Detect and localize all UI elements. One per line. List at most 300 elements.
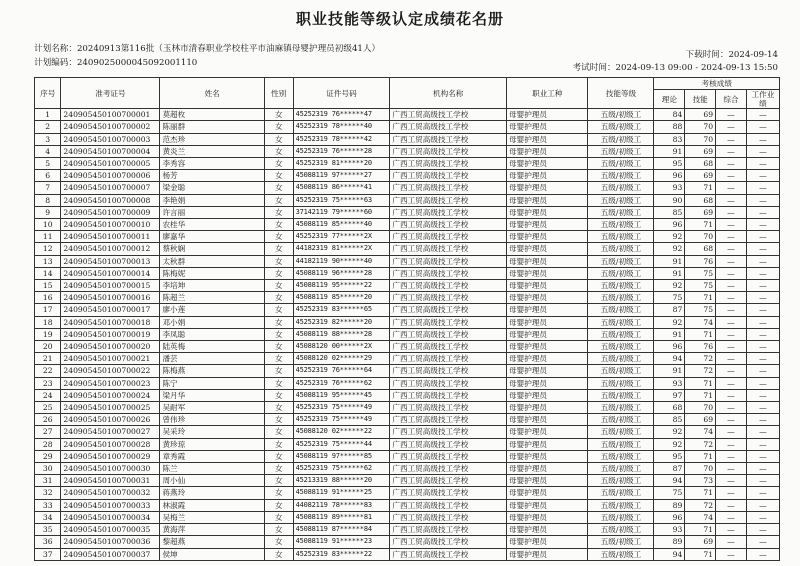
skill-score-cell: 76 — [685, 341, 716, 353]
id-number-cell: 45252319 76******28 — [293, 145, 390, 157]
name-cell: 陈超兰 — [160, 292, 265, 304]
org-cell: 广西工贸高级技工学校 — [390, 133, 507, 145]
overall-score-cell: — — [716, 548, 747, 560]
level-cell: 五级/初级工 — [588, 328, 654, 340]
skill-score-cell: 69 — [685, 145, 716, 157]
overall-score-cell: — — [716, 292, 747, 304]
skill-score-cell: 71 — [685, 548, 716, 560]
overall-score-cell: — — [716, 121, 747, 133]
org-cell: 广西工贸高级技工学校 — [390, 194, 507, 206]
ticket-cell: 240905450100700023 — [61, 377, 160, 389]
gender-cell: 女 — [264, 292, 293, 304]
overall-score-cell: — — [716, 231, 747, 243]
occupation-cell: 母婴护理员 — [507, 341, 588, 353]
overall-score-cell: — — [716, 377, 747, 389]
theory-score-cell: 89 — [654, 499, 685, 511]
seq-cell: 31 — [35, 475, 61, 487]
org-cell: 广西工贸高级技工学校 — [390, 280, 507, 292]
gender-cell: 女 — [264, 194, 293, 206]
overall-score-cell: — — [716, 524, 747, 536]
theory-score-cell: 85 — [654, 206, 685, 218]
overall-score-cell: — — [716, 365, 747, 377]
skill-score-cell: 71 — [685, 182, 716, 194]
ticket-cell: 240905450100700028 — [61, 438, 160, 450]
name-cell: 陈梅燕 — [160, 365, 265, 377]
gender-cell: 女 — [264, 158, 293, 170]
theory-score-cell: 75 — [654, 487, 685, 499]
theory-score-cell: 92 — [654, 243, 685, 255]
org-cell: 广西工贸高级技工学校 — [390, 499, 507, 511]
gender-cell: 女 — [264, 487, 293, 499]
header-overall: 综合 — [716, 90, 747, 109]
org-cell: 广西工贸高级技工学校 — [390, 463, 507, 475]
overall-score-cell: — — [716, 328, 747, 340]
table-row — [35, 450, 780, 462]
org-cell: 广西工贸高级技工学校 — [390, 145, 507, 157]
theory-score-cell: 89 — [654, 536, 685, 548]
table-row — [35, 255, 780, 267]
occupation-cell: 母婴护理员 — [507, 304, 588, 316]
occupation-cell: 母婴护理员 — [507, 365, 588, 377]
ticket-cell: 240905450100700001 — [61, 109, 160, 121]
gender-cell: 女 — [264, 121, 293, 133]
skill-score-cell: 68 — [685, 158, 716, 170]
org-cell: 广西工贸高级技工学校 — [390, 365, 507, 377]
occupation-cell: 母婴护理员 — [507, 402, 588, 414]
ticket-cell: 240905450100700009 — [61, 206, 160, 218]
table-row — [35, 389, 780, 401]
level-cell: 五级/初级工 — [588, 341, 654, 353]
occupation-cell: 母婴护理员 — [507, 292, 588, 304]
org-cell: 广西工贸高级技工学校 — [390, 255, 507, 267]
skill-score-cell: 75 — [685, 304, 716, 316]
ticket-cell: 240905450100700006 — [61, 170, 160, 182]
ticket-cell: 240905450100700012 — [61, 243, 160, 255]
level-cell: 五级/初级工 — [588, 377, 654, 389]
header-org: 机构名称 — [390, 78, 507, 109]
gender-cell: 女 — [264, 133, 293, 145]
name-cell: 潘芸 — [160, 353, 265, 365]
name-cell: 陈兰 — [160, 463, 265, 475]
name-cell: 杨芳 — [160, 170, 265, 182]
table-row — [35, 414, 780, 426]
id-number-cell: 44182119 90******40 — [293, 255, 390, 267]
seq-cell: 16 — [35, 292, 61, 304]
table-row — [35, 158, 780, 170]
gender-cell: 女 — [264, 414, 293, 426]
id-number-cell: 45252319 75******44 — [293, 438, 390, 450]
name-cell: 梁金聪 — [160, 182, 265, 194]
occupation-cell: 母婴护理员 — [507, 426, 588, 438]
gender-cell: 女 — [264, 316, 293, 328]
level-cell: 五级/初级工 — [588, 194, 654, 206]
plan-name: 计划名称：20240913第116批（玉林市清春职业学校柱平市油麻镇母婴护理员初级41人） — [34, 44, 381, 54]
name-cell: 陆英梅 — [160, 341, 265, 353]
org-cell: 广西工贸高级技工学校 — [390, 438, 507, 450]
work-score-cell: — — [746, 450, 779, 462]
skill-score-cell: 71 — [685, 328, 716, 340]
table-row — [35, 304, 780, 316]
occupation-cell: 母婴护理员 — [507, 219, 588, 231]
name-cell: 吴耐军 — [160, 402, 265, 414]
skill-score-cell: 72 — [685, 365, 716, 377]
skill-score-cell: 71 — [685, 219, 716, 231]
theory-score-cell: 92 — [654, 316, 685, 328]
org-cell: 广西工贸高级技工学校 — [390, 304, 507, 316]
seq-cell: 28 — [35, 438, 61, 450]
id-number-cell: 45252319 77******2X — [293, 231, 390, 243]
name-cell: 太秋群 — [160, 255, 265, 267]
gender-cell: 女 — [264, 280, 293, 292]
header-occupation: 职业工种 — [507, 78, 588, 109]
ticket-cell: 240905450100700037 — [61, 548, 160, 560]
overall-score-cell: — — [716, 255, 747, 267]
work-score-cell: — — [746, 536, 779, 548]
id-number-cell: 45088119 87******84 — [293, 524, 390, 536]
header-level: 技能等级 — [588, 78, 654, 109]
level-cell: 五级/初级工 — [588, 170, 654, 182]
overall-score-cell: — — [716, 280, 747, 292]
theory-score-cell: 94 — [654, 353, 685, 365]
work-score-cell: — — [746, 328, 779, 340]
org-cell: 广西工贸高级技工学校 — [390, 389, 507, 401]
work-score-cell: — — [746, 206, 779, 218]
org-cell: 广西工贸高级技工学校 — [390, 377, 507, 389]
ticket-cell: 240905450100700033 — [61, 499, 160, 511]
level-cell: 五级/初级工 — [588, 133, 654, 145]
ticket-cell: 240905450100700036 — [61, 536, 160, 548]
name-cell: 吴采玲 — [160, 426, 265, 438]
theory-score-cell: 68 — [654, 402, 685, 414]
skill-score-cell: 69 — [685, 414, 716, 426]
id-number-cell: 45252319 81******20 — [293, 158, 390, 170]
theory-score-cell: 87 — [654, 463, 685, 475]
theory-score-cell: 87 — [654, 304, 685, 316]
gender-cell: 女 — [264, 377, 293, 389]
ticket-cell: 240905450100700025 — [61, 402, 160, 414]
name-cell: 农桂华 — [160, 219, 265, 231]
level-cell: 五级/初级工 — [588, 243, 654, 255]
name-cell: 吴梅兰 — [160, 511, 265, 523]
org-cell: 广西工贸高级技工学校 — [390, 353, 507, 365]
org-cell: 广西工贸高级技工学校 — [390, 426, 507, 438]
ticket-cell: 240905450100700003 — [61, 133, 160, 145]
ticket-cell: 240905450100700011 — [61, 231, 160, 243]
level-cell: 五级/初级工 — [588, 438, 654, 450]
theory-score-cell: 95 — [654, 158, 685, 170]
occupation-cell: 母婴护理员 — [507, 109, 588, 121]
seq-cell: 6 — [35, 170, 61, 182]
seq-cell: 27 — [35, 426, 61, 438]
occupation-cell: 母婴护理员 — [507, 414, 588, 426]
work-score-cell: — — [746, 402, 779, 414]
level-cell: 五级/初级工 — [588, 316, 654, 328]
table-row — [35, 121, 780, 133]
id-number-cell: 45088120 02******29 — [293, 353, 390, 365]
id-number-cell: 45088119 85******40 — [293, 219, 390, 231]
occupation-cell: 母婴护理员 — [507, 145, 588, 157]
skill-score-cell: 68 — [685, 194, 716, 206]
skill-score-cell: 75 — [685, 280, 716, 292]
gender-cell: 女 — [264, 170, 293, 182]
ticket-cell: 240905450100700030 — [61, 463, 160, 475]
seq-cell: 12 — [35, 243, 61, 255]
gender-cell: 女 — [264, 536, 293, 548]
occupation-cell: 母婴护理员 — [507, 487, 588, 499]
gender-cell: 女 — [264, 341, 293, 353]
name-cell: 邓小娟 — [160, 316, 265, 328]
seq-cell: 24 — [35, 389, 61, 401]
overall-score-cell: — — [716, 426, 747, 438]
ticket-cell: 240905450100700026 — [61, 414, 160, 426]
gender-cell: 女 — [264, 365, 293, 377]
seq-cell: 32 — [35, 487, 61, 499]
org-cell: 广西工贸高级技工学校 — [390, 536, 507, 548]
table-row — [35, 328, 780, 340]
table-row — [35, 463, 780, 475]
occupation-cell: 母婴护理员 — [507, 133, 588, 145]
level-cell: 五级/初级工 — [588, 536, 654, 548]
name-cell: 陈梅妮 — [160, 267, 265, 279]
overall-score-cell: — — [716, 499, 747, 511]
work-score-cell: — — [746, 377, 779, 389]
overall-score-cell: — — [716, 219, 747, 231]
work-score-cell: — — [746, 194, 779, 206]
theory-score-cell: 75 — [654, 292, 685, 304]
skill-score-cell: 70 — [685, 231, 716, 243]
work-score-cell: — — [746, 304, 779, 316]
table-row — [35, 548, 780, 560]
work-score-cell: — — [746, 121, 779, 133]
ticket-cell: 240905450100700022 — [61, 365, 160, 377]
work-score-cell: — — [746, 182, 779, 194]
table-row — [35, 231, 780, 243]
id-number-cell: 45088119 97******85 — [293, 450, 390, 462]
name-cell: 黄海萍 — [160, 524, 265, 536]
overall-score-cell: — — [716, 109, 747, 121]
occupation-cell: 母婴护理员 — [507, 511, 588, 523]
occupation-cell: 母婴护理员 — [507, 316, 588, 328]
level-cell: 五级/初级工 — [588, 475, 654, 487]
work-score-cell: — — [746, 243, 779, 255]
level-cell: 五级/初级工 — [588, 414, 654, 426]
skill-score-cell: 71 — [685, 487, 716, 499]
theory-score-cell: 96 — [654, 511, 685, 523]
header-skill: 技能 — [685, 90, 716, 109]
skill-score-cell: 75 — [685, 267, 716, 279]
seq-cell: 21 — [35, 353, 61, 365]
table-row — [35, 511, 780, 523]
skill-score-cell: 73 — [685, 475, 716, 487]
score-roster-table — [34, 77, 780, 561]
theory-score-cell: 90 — [654, 194, 685, 206]
org-cell: 广西工贸高级技工学校 — [390, 316, 507, 328]
overall-score-cell: — — [716, 170, 747, 182]
level-cell: 五级/初级工 — [588, 499, 654, 511]
skill-score-cell: 72 — [685, 499, 716, 511]
table-row — [35, 377, 780, 389]
theory-score-cell: 97 — [654, 389, 685, 401]
name-cell: 蔡秋娴 — [160, 243, 265, 255]
gender-cell: 女 — [264, 304, 293, 316]
name-cell: 许言丽 — [160, 206, 265, 218]
occupation-cell: 母婴护理员 — [507, 170, 588, 182]
table-row — [35, 182, 780, 194]
overall-score-cell: — — [716, 316, 747, 328]
level-cell: 五级/初级工 — [588, 280, 654, 292]
id-number-cell: 45088119 88******28 — [293, 328, 390, 340]
table-row — [35, 426, 780, 438]
gender-cell: 女 — [264, 463, 293, 475]
table-row — [35, 316, 780, 328]
name-cell: 陈宁 — [160, 377, 265, 389]
ticket-cell: 240905450100700024 — [61, 389, 160, 401]
seq-cell: 9 — [35, 206, 61, 218]
occupation-cell: 母婴护理员 — [507, 377, 588, 389]
org-cell: 广西工贸高级技工学校 — [390, 511, 507, 523]
org-cell: 广西工贸高级技工学校 — [390, 328, 507, 340]
occupation-cell: 母婴护理员 — [507, 231, 588, 243]
org-cell: 广西工贸高级技工学校 — [390, 524, 507, 536]
level-cell: 五级/初级工 — [588, 389, 654, 401]
skill-score-cell: 69 — [685, 536, 716, 548]
skill-score-cell: 74 — [685, 511, 716, 523]
level-cell: 五级/初级工 — [588, 426, 654, 438]
work-score-cell: — — [746, 487, 779, 499]
theory-score-cell: 91 — [654, 267, 685, 279]
ticket-cell: 240905450100700008 — [61, 194, 160, 206]
org-cell: 广西工贸高级技工学校 — [390, 109, 507, 121]
gender-cell: 女 — [264, 475, 293, 487]
ticket-cell: 240905450100700015 — [61, 280, 160, 292]
overall-score-cell: — — [716, 182, 747, 194]
org-cell: 广西工贸高级技工学校 — [390, 487, 507, 499]
table-row — [35, 365, 780, 377]
id-number-cell: 45088119 97******27 — [293, 170, 390, 182]
table-row — [35, 353, 780, 365]
id-number-cell: 45252319 78******40 — [293, 121, 390, 133]
level-cell: 五级/初级工 — [588, 255, 654, 267]
gender-cell: 女 — [264, 499, 293, 511]
theory-score-cell: 94 — [654, 548, 685, 560]
occupation-cell: 母婴护理员 — [507, 280, 588, 292]
header-work: 工作业绩 — [746, 90, 779, 109]
gender-cell: 女 — [264, 206, 293, 218]
occupation-cell: 母婴护理员 — [507, 158, 588, 170]
occupation-cell: 母婴护理员 — [507, 267, 588, 279]
ticket-cell: 240905450100700027 — [61, 426, 160, 438]
occupation-cell: 母婴护理员 — [507, 121, 588, 133]
work-score-cell: — — [746, 341, 779, 353]
work-score-cell: — — [746, 219, 779, 231]
skill-score-cell: 69 — [685, 206, 716, 218]
overall-score-cell: — — [716, 511, 747, 523]
org-cell: 广西工贸高级技工学校 — [390, 182, 507, 194]
name-cell: 李培坤 — [160, 280, 265, 292]
id-number-cell: 45252319 75******63 — [293, 194, 390, 206]
ticket-cell: 240905450100700021 — [61, 353, 160, 365]
theory-score-cell: 96 — [654, 219, 685, 231]
seq-cell: 3 — [35, 133, 61, 145]
table-row — [35, 219, 780, 231]
org-cell: 广西工贸高级技工学校 — [390, 475, 507, 487]
theory-score-cell: 96 — [654, 341, 685, 353]
seq-cell: 13 — [35, 255, 61, 267]
work-score-cell: — — [746, 255, 779, 267]
seq-cell: 14 — [35, 267, 61, 279]
gender-cell: 女 — [264, 182, 293, 194]
ticket-cell: 240905450100700020 — [61, 341, 160, 353]
work-score-cell: — — [746, 158, 779, 170]
name-cell: 周小仙 — [160, 475, 265, 487]
overall-score-cell: — — [716, 341, 747, 353]
overall-score-cell: — — [716, 414, 747, 426]
seq-cell: 23 — [35, 377, 61, 389]
theory-score-cell: 93 — [654, 524, 685, 536]
work-score-cell: — — [746, 438, 779, 450]
overall-score-cell: — — [716, 536, 747, 548]
level-cell: 五级/初级工 — [588, 487, 654, 499]
name-cell: 章秀霞 — [160, 450, 265, 462]
skill-score-cell: 71 — [685, 377, 716, 389]
level-cell: 五级/初级工 — [588, 145, 654, 157]
seq-cell: 33 — [35, 499, 61, 511]
theory-score-cell: 83 — [654, 133, 685, 145]
gender-cell: 女 — [264, 219, 293, 231]
work-score-cell: — — [746, 231, 779, 243]
gender-cell: 女 — [264, 438, 293, 450]
theory-score-cell: 91 — [654, 255, 685, 267]
overall-score-cell: — — [716, 145, 747, 157]
occupation-cell: 母婴护理员 — [507, 463, 588, 475]
theory-score-cell: 85 — [654, 414, 685, 426]
skill-score-cell: 71 — [685, 292, 716, 304]
ticket-cell: 240905450100700014 — [61, 267, 160, 279]
work-score-cell: — — [746, 280, 779, 292]
name-cell: 曾伟珍 — [160, 414, 265, 426]
occupation-cell: 母婴护理员 — [507, 438, 588, 450]
work-score-cell: — — [746, 267, 779, 279]
seq-cell: 35 — [35, 524, 61, 536]
work-score-cell: — — [746, 548, 779, 560]
level-cell: 五级/初级工 — [588, 158, 654, 170]
id-number-cell: 37142119 79******60 — [293, 206, 390, 218]
occupation-cell: 母婴护理员 — [507, 499, 588, 511]
skill-score-cell: 76 — [685, 255, 716, 267]
table-row — [35, 524, 780, 536]
overall-score-cell: — — [716, 487, 747, 499]
ticket-cell: 240905450100700010 — [61, 219, 160, 231]
skill-score-cell: 72 — [685, 438, 716, 450]
table-row — [35, 280, 780, 292]
seq-cell: 2 — [35, 121, 61, 133]
seq-cell: 20 — [35, 341, 61, 353]
download-time: 下载时间：2024-09-14 — [685, 50, 778, 60]
roster-body — [35, 109, 780, 561]
seq-cell: 11 — [35, 231, 61, 243]
seq-cell: 37 — [35, 548, 61, 560]
work-score-cell: — — [746, 365, 779, 377]
id-number-cell: 45252319 76******62 — [293, 377, 390, 389]
theory-score-cell: 96 — [654, 170, 685, 182]
ticket-cell: 240905450100700032 — [61, 487, 160, 499]
name-cell: 廖嘉华 — [160, 231, 265, 243]
seq-cell: 1 — [35, 109, 61, 121]
plan-code: 计划编码：2409025000045092001110 — [34, 58, 198, 68]
overall-score-cell: — — [716, 267, 747, 279]
id-number-cell: 45088119 96******28 — [293, 267, 390, 279]
level-cell: 五级/初级工 — [588, 353, 654, 365]
